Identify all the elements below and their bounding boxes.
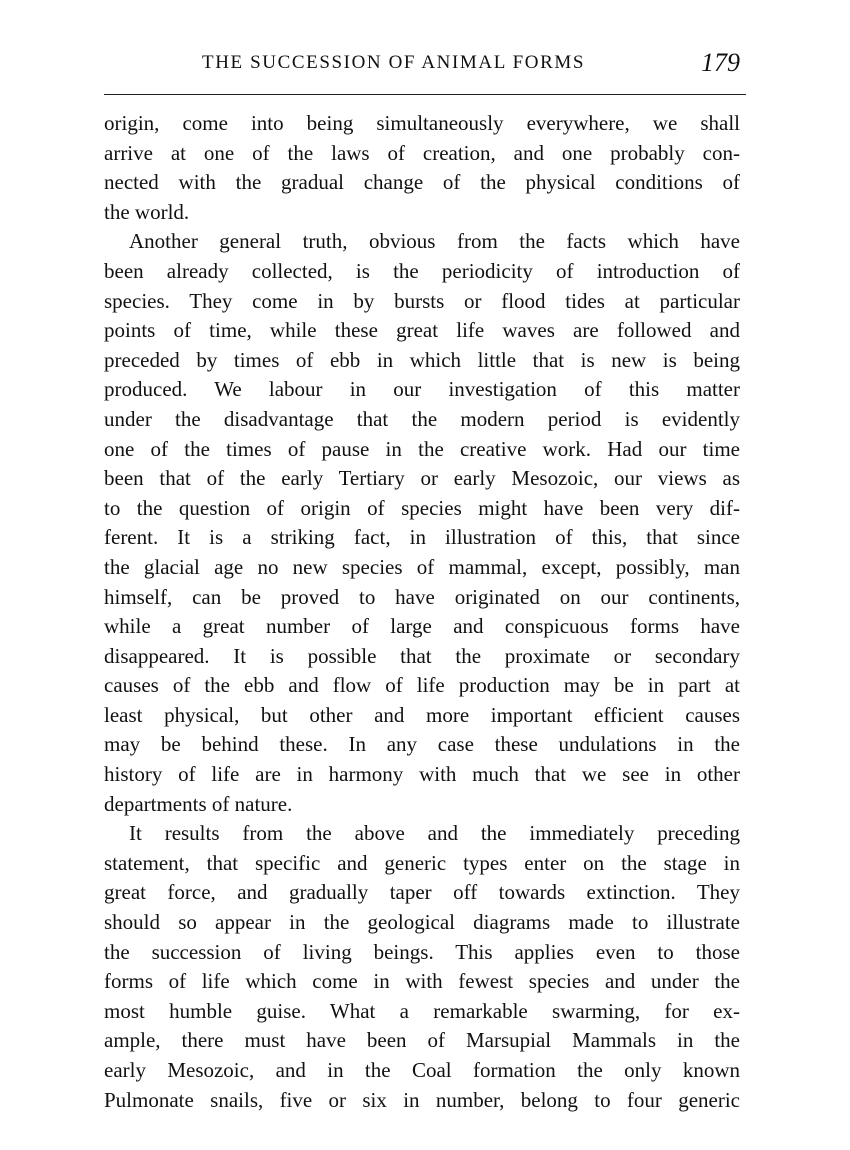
header-rule [104,94,746,95]
body-text [104,109,740,1115]
text-line: Another general truth, obvious from the facts which have [129,229,740,254]
text-line: ample, there must have been of Marsupial Mammals in the [104,1028,740,1053]
text-line: while a great number of large and conspicuous forms have [104,614,740,639]
text-line: Pulmonate snails, five or six in number, belong to four generic [104,1087,740,1112]
text-line: arrive at one of the laws of creation, and one probably con- [104,140,740,165]
text-line: statement, that specific and generic types enter on the stage in [104,850,740,875]
text-line: departments of nature. [104,791,293,816]
text-line: most humble guise. What a remarkable swarming, for ex- [104,998,740,1023]
text-line: may be behind these. In any case these undulations in the [104,732,740,757]
paragraph [104,819,740,1115]
text-line: early Mesozoic, and in the Coal formation the only known [104,1058,740,1082]
paragraph [104,227,740,819]
text-line: disappeared. It is possible that the proximate or secondary [104,643,740,668]
text-line: the world. [104,199,190,224]
text-line: been already collected, is the periodicity of introduction of [104,258,740,283]
text-line: the succession of living beings. This applies even to those [104,939,740,964]
text-line: produced. We labour in our investigation of this matter [104,377,740,402]
text-line: forms of life which come in with fewest species and under the [104,969,740,994]
text-line: causes of the ebb and flow of life production may be in part at [104,673,740,698]
text-line: should so appear in the geological diagrams made to illustrate [104,910,740,935]
text-line: preceded by times of ebb in which little that is new is being [104,347,740,372]
text-line: history of life are in harmony with much that we see in other [104,762,740,787]
text-line: ferent. It is a striking fact, in illustration of this, that since [104,525,740,550]
paragraph [104,109,740,227]
text-line: to the question of origin of species might have been very dif- [104,495,740,520]
running-title: THE SUCCESSION OF ANIMAL FORMS [202,52,586,73]
text-line: points of time, while these great life waves are followed and [104,318,740,343]
running-head [104,50,744,80]
text-line: the glacial age no new species of mammal, except, possibly, man [104,554,740,579]
text-line: one of the times of pause in the creative work. Had our time [104,436,740,461]
text-line: himself, can be proved to have originated on our continents, [104,584,740,609]
page-number: 179 [701,48,740,77]
text-line: species. They come in by bursts or flood tides at particular [104,288,740,313]
text-line: origin, come into being simultaneously everywhere, we shall [104,111,740,135]
text-line: least physical, but other and more important efficient causes [104,702,740,727]
text-line: been that of the early Tertiary or early Mesozoic, our views as [104,466,740,491]
text-line: nected with the gradual change of the physical conditions of [104,170,740,195]
text-line: great force, and gradually taper off towards extinction. They [104,880,740,905]
text-line: under the disadvantage that the modern period is evidently [104,406,740,431]
text-line: It results from the above and the immediately preceding [129,821,740,846]
